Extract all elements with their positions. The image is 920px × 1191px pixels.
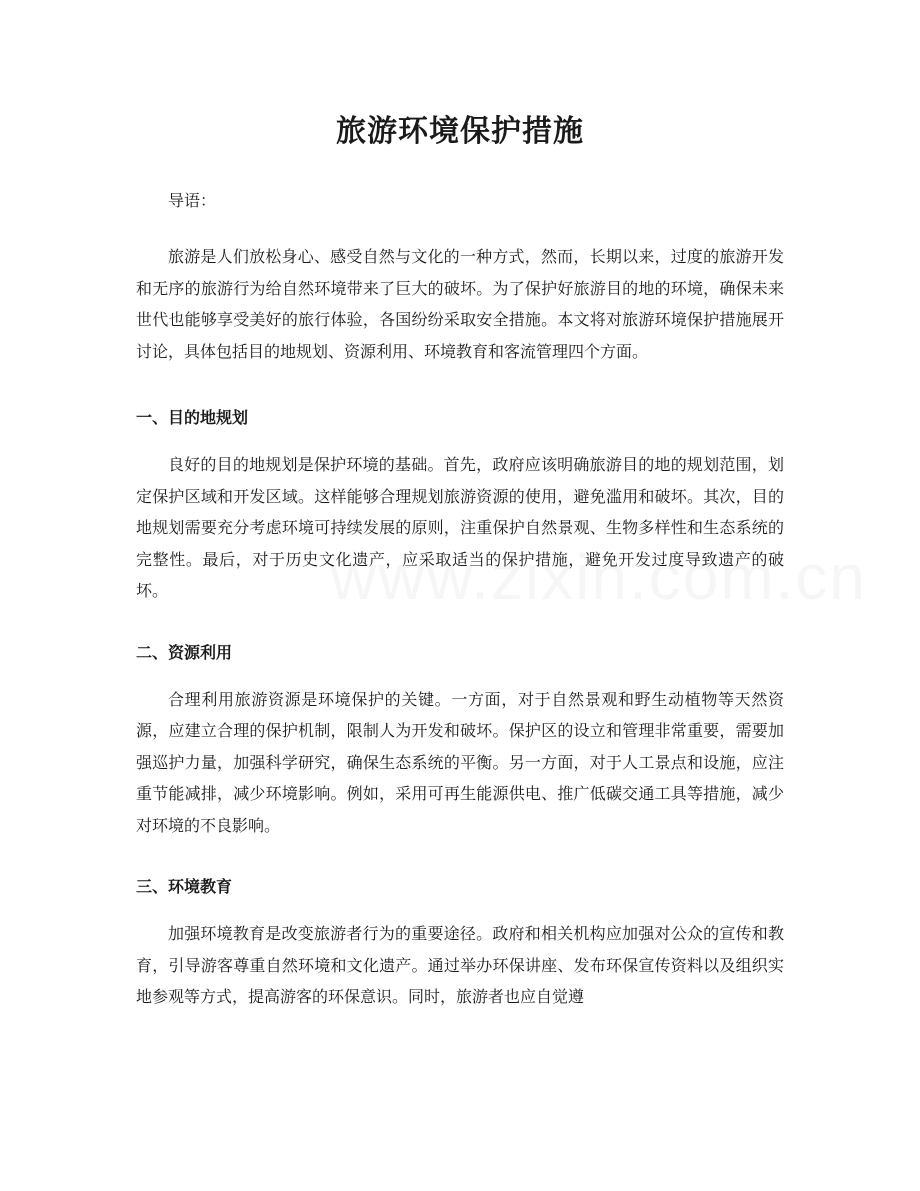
section-heading-planning: 一、目的地规划 bbox=[136, 408, 249, 427]
section-heading-education: 三、环境教育 bbox=[136, 877, 233, 896]
section-paragraph-education: 加强环境教育是改变旅游者行为的重要途径。政府和相关机构应加强对公众的宣传和教育，引导游客尊重自然环境和文化遗产。通过举办环保讲座、发布环保宣传资料以及组织实地参观等方式，提高游客的环保意识。同时，旅游者也应自觉遵 bbox=[136, 924, 784, 1006]
section-paragraph-planning: 良好的目的地规划是保护环境的基础。首先，政府应该明确旅游目的地的规划范围，划定保护区域和开发区域。这样能够合理规划旅游资源的使用，避免滥用和破坏。其次，目的地规划需要充分考虑环境可持续发展的原则，注重保护自然景观、生物多样性和生态系统的完整性。最后，对于历史文化遗产，应采取适当的保护措施，避免开发过度导致遗产的破坏。 bbox=[136, 455, 784, 600]
section-paragraph-resources: 合理利用旅游资源是环境保护的关键。一方面，对于自然景观和野生动植物等天然资源，应建立合理的保护机制，限制人为开发和破坏。保护区的设立和管理非常重要，需要加强巡护力量，加强科学研究，确保生态系统的平衡。另一方面，对于人工景点和设施，应注重节能减排，减少环境影响。例如，采用可再生能源供电、推广低碳交通工具等措施，减少对环境的不良影响。 bbox=[136, 689, 784, 835]
intro-paragraph: 旅游是人们放松身心、感受自然与文化的一种方式，然而，长期以来，过度的旅游开发和无序的旅游行为给自然环境带来了巨大的破坏。为了保护好旅游目的地的环境，确保未来世代也能够享受美好的旅行体验，各国纷纷采取安全措施。本文将对旅游环境保护措施展开讨论，具体包括目的地规划、资源利用、环境教育和客流管理四个方面。 bbox=[136, 247, 784, 361]
document-title: 旅游环境保护措施 bbox=[336, 114, 584, 149]
intro-label: 导语： bbox=[168, 191, 217, 210]
section-heading-resources: 二、资源利用 bbox=[136, 642, 233, 662]
